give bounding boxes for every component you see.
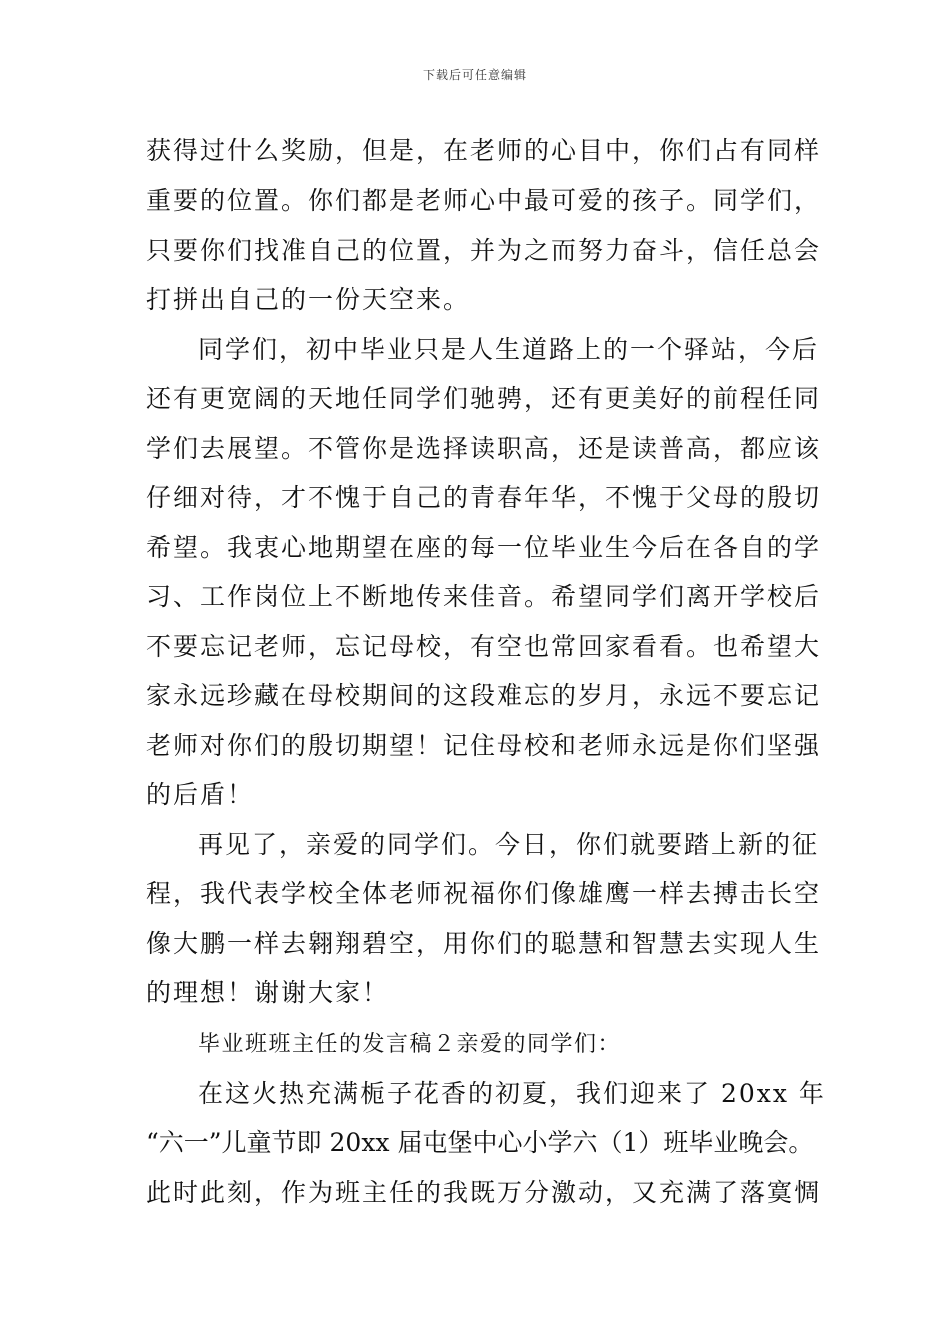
- paragraph-first-line: 同学们，初中毕业只是人生道路上的一个驿站，今后: [198, 335, 820, 364]
- text-line: 打拼出自己的一份天空来。: [146, 285, 471, 314]
- text-line: 不要忘记老师，忘记母校，有空也常回家看看。也希望大: [146, 632, 822, 661]
- text-line: 像大鹏一样去翱翔碧空，用你们的聪慧和智慧去实现人生: [146, 929, 822, 958]
- text-line: 只要你们找准自己的位置，并为之而努力奋斗，信任总会: [146, 236, 822, 265]
- text-line: 家永远珍藏在母校期间的这段难忘的岁月，永远不要忘记: [146, 681, 822, 710]
- text-line: 此时此刻，作为班主任的我既万分激动，又充满了落寞惆: [146, 1178, 822, 1207]
- text-line: 老师对你们的殷切期望！记住母校和老师永远是你们坚强: [146, 731, 822, 760]
- text-line: 习、工作岗位上不断地传来佳音。希望同学们离开学校后: [146, 582, 822, 611]
- text-line: 重要的位置。你们都是老师心中最可爱的孩子。同学们，: [146, 186, 822, 215]
- text-line: “六一”儿童节即 20xx 届屯堡中心小学六（1）班毕业晚会。: [146, 1128, 814, 1157]
- section-heading-line: 毕业班班主任的发言稿２亲爱的同学们：: [198, 1032, 622, 1057]
- text-line: 还有更宽阔的天地任同学们驰骋，还有更美好的前程任同: [146, 384, 822, 413]
- text-line: 程，我代表学校全体老师祝福你们像雄鹰一样去搏击长空: [146, 879, 822, 908]
- text-line: 的后盾！: [146, 780, 255, 809]
- text-line: 仔细对待，才不愧于自己的青春年华，不愧于父母的殷切: [146, 483, 822, 512]
- text-line: 希望。我衷心地期望在座的每一位毕业生今后在各自的学: [146, 533, 822, 562]
- paragraph-first-line: 在这火热充满栀子花香的初夏，我们迎来了 20xx 年: [198, 1079, 826, 1108]
- paragraph-first-line: 再见了，亲爱的同学们。今日，你们就要踏上新的征: [198, 830, 820, 859]
- text-line: 学们去展望。不管你是选择读职高，还是读普高，都应该: [146, 434, 822, 463]
- text-line: 获得过什么奖励，但是，在老师的心目中，你们占有同样: [146, 136, 822, 165]
- text-line: 的理想！谢谢大家！: [146, 978, 390, 1007]
- page-header: 下载后可任意编辑: [422, 68, 527, 82]
